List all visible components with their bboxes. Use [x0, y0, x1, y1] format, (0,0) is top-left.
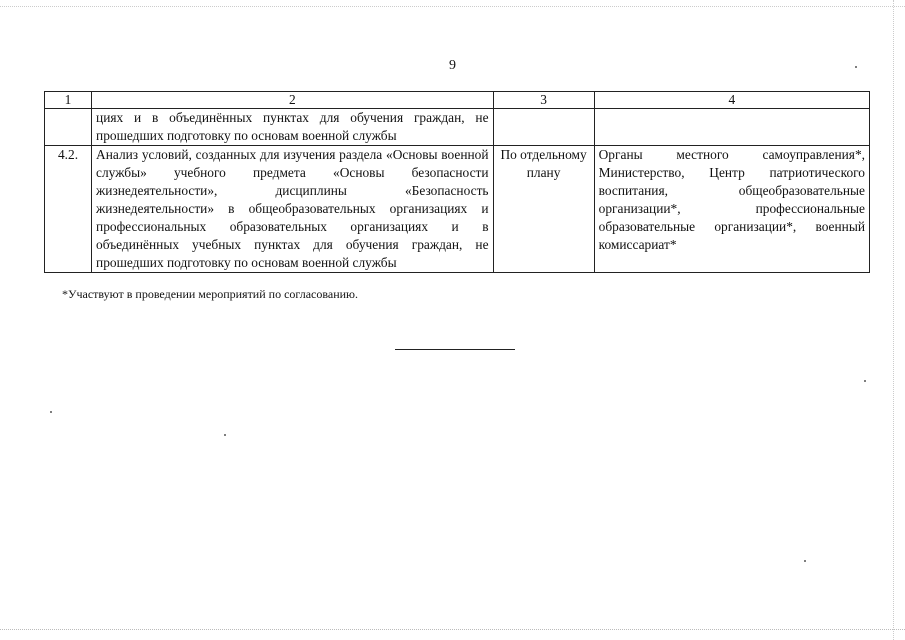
table-row-continuation	[45, 109, 870, 146]
scan-speck	[224, 434, 226, 436]
cell-term: По отдельному плану	[493, 146, 594, 273]
events-plan-table	[44, 91, 870, 273]
scan-speck	[50, 411, 52, 413]
footnote: *Участвуют в проведении мероприятий по согласованию.	[62, 287, 358, 301]
table-header-row	[45, 92, 870, 109]
cell-empty	[493, 109, 594, 146]
scan-speck	[864, 380, 866, 382]
header-col-4: 4	[594, 92, 869, 109]
cell-empty	[45, 109, 92, 146]
scan-speck	[855, 66, 857, 68]
scan-edge-bottom	[0, 629, 905, 630]
header-col-2: 2	[92, 92, 493, 109]
header-col-3: 3	[493, 92, 594, 109]
cell-description: Анализ условий, созданных для изучения раздела «Основы военной службы» учебного предмета «Основы безопасности жизнедеятельности», дисциплины «Безопасность жизнедеятельности» в общеобразовательных организациях и профессиональных образовательных организациях и в объединённых учебных пунктах для обучения граждан, не прошедших подготовку по основам военной службы	[92, 146, 493, 273]
scan-speck	[804, 560, 806, 562]
cell-empty	[594, 109, 869, 146]
page-number: 9	[449, 58, 456, 73]
scan-edge-top	[0, 6, 905, 7]
header-col-1: 1	[45, 92, 92, 109]
table-row	[45, 146, 870, 273]
cell-continuation-description: циях и в объединённых пунктах для обучения граждан, не прошедших подготовку по основам военной службы	[92, 109, 493, 146]
scan-edge-right	[893, 0, 894, 640]
cell-item-number: 4.2.	[45, 146, 92, 273]
end-of-document-line	[395, 349, 515, 350]
cell-executors: Органы местного самоуправления*, Министерство, Центр патриотического воспитания, общеобразовательные организации*, профессиональные образовательные организации*, военный комиссариат*	[594, 146, 869, 273]
